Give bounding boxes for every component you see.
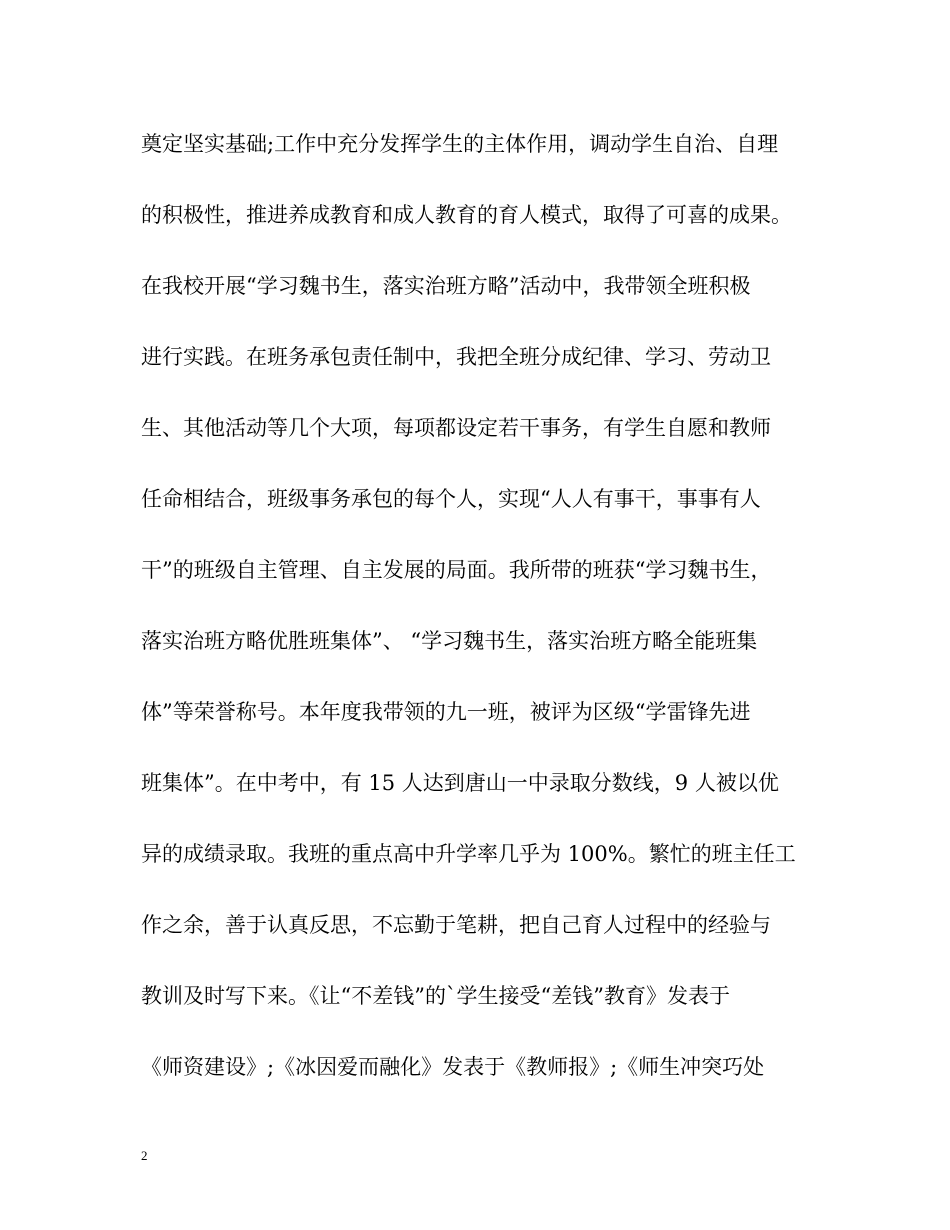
body-text-line: 进行实践。在班务承包责任制中，我把全班分成纪律、学习、劳动卫 (141, 345, 771, 369)
body-text-line: 体”等荣誉称号。本年度我带领的九一班，被评为区级“学雷锋先进 (141, 700, 751, 724)
page-number: 2 (141, 1148, 148, 1163)
body-text-line: 作之余，善于认真反思，不忘勤于笔耕，把自己育人过程中的经验与 (141, 913, 771, 937)
body-text-line: 奠定坚实基础;工作中充分发挥学生的主体作用，调动学生自治、自理 (141, 132, 779, 156)
body-text-line: 异的成绩录取。我班的重点高中升学率几乎为 100%。繁忙的班主任工 (141, 842, 796, 866)
body-text-line: 《师资建设》;《冰因爱而融化》发表于《教师报》;《师生冲突巧处 (141, 1055, 765, 1079)
body-text-line: 班集体”。在中考中，有 15 人达到唐山一中录取分数线，9 人被以优 (141, 771, 779, 795)
body-text-line: 的积极性，推进养成教育和成人教育的育人模式，取得了可喜的成果。 (141, 203, 792, 227)
body-text-line: 在我校开展“学习魏书生，落实治班方略”活动中，我带领全班积极 (141, 274, 751, 298)
body-text-line: 任命相结合，班级事务承包的每个人，实现“人人有事干，事事有人 (141, 487, 761, 511)
body-text-line: 教训及时写下来。《让“不差钱”的`学生接受“差钱”教育》发表于 (141, 984, 730, 1008)
body-text-line: 干”的班级自主管理、自主发展的局面。我所带的班获“学习魏书生， (141, 558, 772, 582)
body-text-line: 生、其他活动等几个大项，每项都设定若干事务，有学生自愿和教师 (141, 416, 771, 440)
body-text-line: 落实治班方略优胜班集体”、 “学习魏书生，落实治班方略全能班集 (141, 629, 758, 653)
